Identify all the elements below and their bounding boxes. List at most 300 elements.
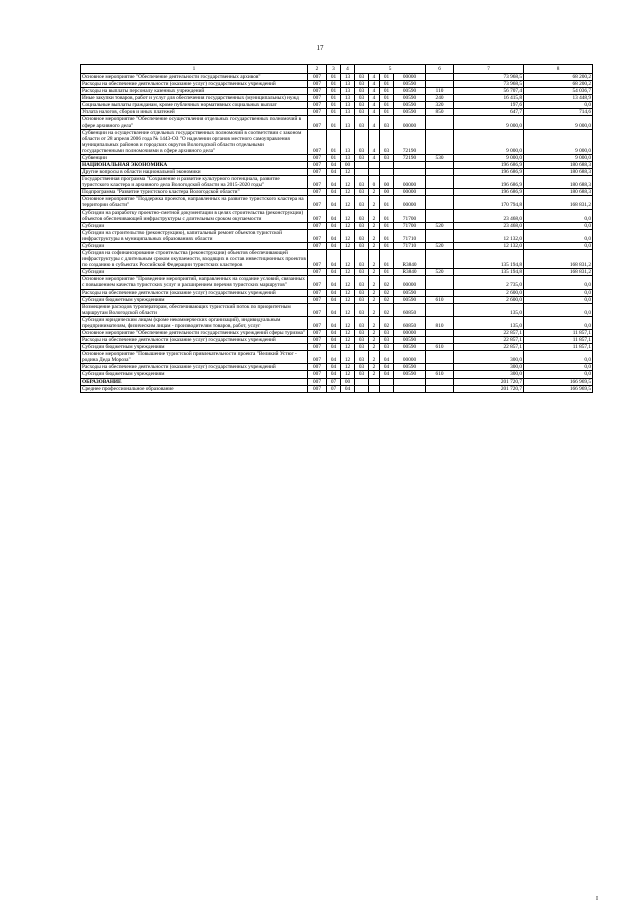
row-code-chapter: 007 <box>308 250 327 269</box>
row-code-activity: 03 <box>380 154 394 161</box>
row-code-direction: 00000 <box>394 351 426 364</box>
row-code-activity: 03 <box>380 337 394 344</box>
row-code-direction: 00000 <box>394 196 426 209</box>
row-value-col7: 196 686,9 <box>454 162 524 169</box>
row-code-program <box>355 378 369 385</box>
row-code-section: 04 <box>327 351 341 364</box>
row-value-col7: 201 720,7 <box>454 378 524 385</box>
row-code-subprogram: 2 <box>369 337 380 344</box>
row-code-direction: 60850 <box>394 316 426 329</box>
row-code-expense-type: 520 <box>426 222 454 229</box>
table-row <box>81 364 593 371</box>
row-code-program: 03 <box>355 116 369 129</box>
row-code-subprogram: 4 <box>369 88 380 95</box>
row-code-expense-type <box>426 385 454 392</box>
row-value-col7: 9 000,0 <box>454 116 524 129</box>
row-value-col8: 54 036,7 <box>524 88 593 95</box>
row-value-col8: 714,6 <box>524 109 593 116</box>
row-code-subprogram <box>369 169 380 176</box>
row-code-expense-type: 110 <box>426 88 454 95</box>
row-value-col8: 0,0 <box>524 371 593 378</box>
row-code-section: 07 <box>327 378 341 385</box>
row-code-section: 04 <box>327 242 341 249</box>
row-value-col7: 22 857,1 <box>454 337 524 344</box>
row-code-chapter: 007 <box>308 129 327 154</box>
row-name-cell: ОБРАЗОВАНИЕ <box>81 378 308 385</box>
row-value-col7: 647,7 <box>454 109 524 116</box>
row-code-program: 03 <box>355 229 369 242</box>
row-code-expense-type <box>426 129 454 154</box>
row-code-activity: 01 <box>380 250 394 269</box>
row-code-chapter: 007 <box>308 289 327 296</box>
row-value-col8: 0,0 <box>524 242 593 249</box>
row-value-col7: 9 000,0 <box>454 154 524 161</box>
row-name-cell: Субсидии юридическим лицам (кроме некоммерческих организаций), индивидуальным предпринимателям, физическим лицам - производителям товаров, работ, услуг <box>81 316 308 329</box>
row-name-cell: Субсидии <box>81 269 308 276</box>
row-name-cell: Субсидии бюджетным учреждениям <box>81 371 308 378</box>
row-code-activity: 01 <box>380 196 394 209</box>
row-code-chapter: 007 <box>308 296 327 303</box>
row-code-subsection: 04 <box>341 385 355 392</box>
row-code-subsection: 13 <box>341 95 355 102</box>
row-code-expense-type: 610 <box>426 371 454 378</box>
row-code-program: 03 <box>355 154 369 161</box>
row-name-cell: Субсидии <box>81 242 308 249</box>
row-code-subprogram: 2 <box>369 189 380 196</box>
row-value-col8: 180 688,3 <box>524 176 593 189</box>
row-code-subprogram: 2 <box>369 229 380 242</box>
row-code-section: 04 <box>327 344 341 351</box>
row-code-subsection: 12 <box>341 303 355 316</box>
row-code-section: 04 <box>327 329 341 336</box>
row-code-subprogram: 2 <box>369 371 380 378</box>
row-code-program: 03 <box>355 242 369 249</box>
row-code-subsection: 13 <box>341 88 355 95</box>
row-code-program <box>355 162 369 169</box>
budget-table <box>80 64 593 393</box>
row-code-program: 03 <box>355 109 369 116</box>
row-code-program: 03 <box>355 95 369 102</box>
row-value-col8: 0,0 <box>524 303 593 316</box>
row-value-col8: 0,0 <box>524 222 593 229</box>
row-code-section: 04 <box>327 250 341 269</box>
row-code-program: 03 <box>355 371 369 378</box>
row-code-activity: 02 <box>380 296 394 303</box>
row-name-cell: Субсидии бюджетным учреждениям <box>81 344 308 351</box>
row-code-direction: 00590 <box>394 81 426 88</box>
header-col-7: 7 <box>454 65 524 74</box>
table-row <box>81 74 593 81</box>
row-value-col7: 56 707,4 <box>454 88 524 95</box>
row-code-expense-type <box>426 189 454 196</box>
row-value-col7: 135,0 <box>454 316 524 329</box>
row-code-section: 04 <box>327 289 341 296</box>
row-name-cell: Основное мероприятие "Проведение мероприятий, направленных на создание условий, связанных с повышением качества туристских услуг и расширением перечня туристских маршрутов" <box>81 276 308 289</box>
row-code-subsection: 12 <box>341 169 355 176</box>
table-row <box>81 154 593 161</box>
table-row <box>81 189 593 196</box>
row-value-col8: 0,0 <box>524 209 593 222</box>
header-col-3: 3 <box>327 65 341 74</box>
row-code-subsection: 12 <box>341 176 355 189</box>
row-code-chapter: 007 <box>308 81 327 88</box>
row-code-chapter: 007 <box>308 88 327 95</box>
row-code-activity: 03 <box>380 129 394 154</box>
table-row <box>81 303 593 316</box>
row-code-activity: 02 <box>380 276 394 289</box>
row-name-cell: Субсидия на софинансирование строительства (реконструкции) объектов обеспечивающей инфраструктуры с длительным сроком окупаемости, входящих в состав инвестиционных проектов по созданию в субъектах Российской Федерации туристских кластеров <box>82 250 306 269</box>
row-code-direction <box>394 378 426 385</box>
row-code-subsection: 13 <box>341 74 355 81</box>
header-col-8: 8 <box>524 65 593 74</box>
row-value-col8: 11 857,1 <box>524 329 593 336</box>
row-code-direction: 00000 <box>394 74 426 81</box>
row-code-program: 03 <box>355 303 369 316</box>
table-row <box>81 269 593 276</box>
row-code-expense-type <box>426 209 454 222</box>
row-name-cell: Расходы на обеспечение деятельности (оказание услуг) государственных учреждений <box>81 81 308 88</box>
row-code-direction: R3840 <box>394 269 426 276</box>
row-code-activity: 01 <box>380 209 394 222</box>
table-row <box>81 242 593 249</box>
row-value-col7: 300,0 <box>454 351 524 364</box>
row-code-subprogram: 4 <box>369 102 380 109</box>
row-code-section: 01 <box>327 154 341 161</box>
row-code-expense-type: 530 <box>426 154 454 161</box>
row-code-direction: 72190 <box>394 129 426 154</box>
row-value-col8: 168 831,2 <box>524 196 593 209</box>
row-name-cell: Субсидии на строительство (реконструкцию), капитальный ремонт объектов туристской инфраструктуры в муниципальных образованиях области <box>81 229 308 242</box>
row-code-section: 04 <box>327 276 341 289</box>
row-value-col8: 0,0 <box>524 102 593 109</box>
row-value-col7: 2 735,0 <box>454 276 524 289</box>
row-code-program: 03 <box>355 176 369 189</box>
row-code-activity: 01 <box>380 88 394 95</box>
row-code-chapter: 007 <box>308 169 327 176</box>
table-row <box>81 196 593 209</box>
table-row <box>81 169 593 176</box>
row-code-chapter: 007 <box>308 378 327 385</box>
row-value-col7: 73 968,5 <box>454 81 524 88</box>
table-row <box>81 385 593 392</box>
row-value-col7: 12 132,0 <box>454 229 524 242</box>
row-value-col8: 13 448,9 <box>524 95 593 102</box>
row-code-direction: 60850 <box>394 303 426 316</box>
row-code-section: 04 <box>327 189 341 196</box>
row-code-section: 04 <box>327 337 341 344</box>
table-row <box>81 176 593 189</box>
row-code-program: 03 <box>355 209 369 222</box>
row-code-section: 01 <box>327 116 341 129</box>
row-code-program: 03 <box>355 88 369 95</box>
row-code-activity: 01 <box>380 81 394 88</box>
table-row <box>81 162 593 169</box>
row-code-section: 04 <box>327 222 341 229</box>
row-code-program: 03 <box>355 289 369 296</box>
row-code-activity: 04 <box>380 351 394 364</box>
row-value-col8: 0,0 <box>524 289 593 296</box>
row-code-expense-type <box>426 378 454 385</box>
row-code-program: 03 <box>355 344 369 351</box>
row-code-section: 01 <box>327 81 341 88</box>
row-code-expense-type <box>426 351 454 364</box>
row-code-chapter: 007 <box>308 337 327 344</box>
row-code-subprogram: 2 <box>369 276 380 289</box>
row-code-chapter: 007 <box>308 116 327 129</box>
row-code-section: 04 <box>327 176 341 189</box>
row-value-col8: 0,0 <box>524 229 593 242</box>
row-code-subsection: 00 <box>341 162 355 169</box>
row-code-subsection: 12 <box>341 289 355 296</box>
row-code-expense-type: 520 <box>426 242 454 249</box>
row-name-cell: Расходы на выплаты персоналу казенных учреждений <box>81 88 308 95</box>
row-name-cell: Социальные выплаты гражданам, кроме публичных нормативных социальных выплат <box>81 102 308 109</box>
table-row <box>81 296 593 303</box>
row-name-cell: Основное мероприятие "Обеспечение деятельности государственных учреждений сферы туризма" <box>81 329 308 336</box>
row-code-chapter: 007 <box>308 229 327 242</box>
row-code-subprogram: 2 <box>369 296 380 303</box>
row-value-col8: 0,0 <box>524 276 593 289</box>
row-code-program: 03 <box>355 102 369 109</box>
row-code-activity: 01 <box>380 269 394 276</box>
table-row <box>81 81 593 88</box>
row-name-cell: Расходы на обеспечение деятельности (оказание услуг) государственных учреждений <box>81 337 308 344</box>
row-code-subprogram: 2 <box>369 364 380 371</box>
row-code-direction: 00590 <box>394 296 426 303</box>
row-code-chapter: 007 <box>308 196 327 209</box>
row-value-col8: 180 688,3 <box>524 169 593 176</box>
row-code-subsection: 13 <box>341 154 355 161</box>
row-code-section: 04 <box>327 296 341 303</box>
row-code-subprogram: 4 <box>369 95 380 102</box>
row-code-chapter: 007 <box>308 385 327 392</box>
row-value-col8: 168 831,2 <box>524 250 593 269</box>
row-code-subsection: 12 <box>341 276 355 289</box>
row-name-cell: Возмещение расходов туроператорам, обеспечивающих туристский поток по приоритетным маршрутам Вологодской области <box>81 303 308 316</box>
table-row <box>81 88 593 95</box>
row-code-direction: 00590 <box>394 337 426 344</box>
row-value-col8: 68 200,2 <box>524 74 593 81</box>
row-value-col8: 166 969,5 <box>524 378 593 385</box>
row-code-expense-type: 810 <box>426 316 454 329</box>
row-name-cell: Субсидии на разработку проектно-сметной документации в целях строительства (реконструкции) объектов обеспечивающей инфраструктуры с длительным сроком окупаемости <box>81 209 308 222</box>
row-code-subprogram: 4 <box>369 154 380 161</box>
row-code-activity: 02 <box>380 316 394 329</box>
row-code-program: 03 <box>355 337 369 344</box>
row-value-col7: 300,0 <box>454 371 524 378</box>
row-value-col8: 0,0 <box>524 351 593 364</box>
table-row <box>81 316 593 329</box>
row-value-col7: 9 000,0 <box>454 129 524 154</box>
row-code-subprogram: 4 <box>369 81 380 88</box>
row-code-subprogram: 2 <box>369 250 380 269</box>
row-code-subprogram: 2 <box>369 209 380 222</box>
row-value-col7: 73 968,5 <box>454 74 524 81</box>
row-value-col7: 23 468,0 <box>454 209 524 222</box>
row-code-subsection: 12 <box>341 371 355 378</box>
row-code-chapter: 007 <box>308 329 327 336</box>
row-code-subprogram: 4 <box>369 116 380 129</box>
row-code-program: 03 <box>355 351 369 364</box>
row-code-section: 01 <box>327 88 341 95</box>
row-code-expense-type <box>426 116 454 129</box>
row-value-col7: 196 686,9 <box>454 169 524 176</box>
row-value-col8: 9 000,0 <box>524 116 593 129</box>
row-code-activity: 03 <box>380 329 394 336</box>
row-code-activity: 01 <box>380 229 394 242</box>
row-name-cell: Субвенции <box>81 154 308 161</box>
row-code-program: 03 <box>355 269 369 276</box>
row-code-subsection: 12 <box>341 329 355 336</box>
row-value-col7: 135,0 <box>454 303 524 316</box>
row-code-program: 03 <box>355 81 369 88</box>
row-code-section: 04 <box>327 269 341 276</box>
row-name-cell: Основное мероприятие "Обеспечение осуществления отдельных государственных полномочий в сфере архивного дела" <box>81 116 308 129</box>
row-code-expense-type: 320 <box>426 102 454 109</box>
row-code-chapter: 007 <box>308 176 327 189</box>
row-code-subprogram: 2 <box>369 316 380 329</box>
row-code-program: 03 <box>355 196 369 209</box>
row-code-section: 07 <box>327 385 341 392</box>
row-code-activity: 01 <box>380 109 394 116</box>
row-code-subsection: 12 <box>341 316 355 329</box>
row-code-program: 03 <box>355 129 369 154</box>
row-code-activity: 00 <box>380 176 394 189</box>
row-code-subsection: 12 <box>341 209 355 222</box>
header-col-5: 5 <box>355 65 426 74</box>
row-value-col7: 23 468,0 <box>454 222 524 229</box>
row-code-section: 04 <box>327 303 341 316</box>
row-code-activity: 00 <box>380 189 394 196</box>
row-code-chapter: 007 <box>308 242 327 249</box>
row-code-activity: 03 <box>380 344 394 351</box>
row-code-subprogram <box>369 378 380 385</box>
row-code-program: 03 <box>355 276 369 289</box>
row-code-activity <box>380 162 394 169</box>
row-code-activity: 04 <box>380 371 394 378</box>
row-code-direction <box>394 162 426 169</box>
row-code-expense-type <box>426 250 454 269</box>
row-code-activity: 01 <box>380 222 394 229</box>
row-code-subprogram: 4 <box>369 74 380 81</box>
row-code-section: 04 <box>327 371 341 378</box>
row-code-expense-type: 240 <box>426 95 454 102</box>
row-value-col7: 135 194,8 <box>454 250 524 269</box>
table-row <box>81 102 593 109</box>
row-code-subsection: 12 <box>341 222 355 229</box>
row-code-direction: 00590 <box>394 102 426 109</box>
row-code-subsection: 12 <box>341 242 355 249</box>
row-value-col7: 135 194,8 <box>454 269 524 276</box>
table-row <box>81 116 593 129</box>
row-code-subprogram: 2 <box>369 269 380 276</box>
row-code-chapter: 007 <box>308 303 327 316</box>
row-code-direction: 00590 <box>394 371 426 378</box>
row-code-direction: 00590 <box>394 344 426 351</box>
row-code-activity: 01 <box>380 242 394 249</box>
row-code-activity <box>380 385 394 392</box>
row-value-col7: 196 686,9 <box>454 176 524 189</box>
row-name-cell: Субсидии <box>81 222 308 229</box>
row-name-cell: Расходы на обеспечение деятельности (оказание услуг) государственных учреждений <box>81 364 308 371</box>
row-code-chapter: 007 <box>308 364 327 371</box>
row-code-program: 03 <box>355 364 369 371</box>
row-code-activity: 02 <box>380 289 394 296</box>
row-code-subprogram: 4 <box>369 109 380 116</box>
row-value-col8: 9 000,0 <box>524 129 593 154</box>
row-code-chapter: 007 <box>308 109 327 116</box>
row-name-cell: Уплата налогов, сборов и иных платежей <box>81 109 308 116</box>
row-value-col8: 11 857,1 <box>524 344 593 351</box>
table-row <box>81 222 593 229</box>
row-code-section: 04 <box>327 229 341 242</box>
row-code-subprogram: 2 <box>369 196 380 209</box>
row-value-col8: 168 831,2 <box>524 269 593 276</box>
row-code-subsection: 13 <box>341 129 355 154</box>
row-code-expense-type: 850 <box>426 109 454 116</box>
row-code-direction: 71710 <box>394 229 426 242</box>
row-name-cell: Подпрограмма "Развитие туристского кластера Вологодской области" <box>81 189 308 196</box>
row-code-subprogram: 2 <box>369 329 380 336</box>
row-value-col7: 197,6 <box>454 102 524 109</box>
row-name-cell: Среднее профессиональное образование <box>81 385 308 392</box>
table-row <box>81 329 593 336</box>
row-code-subsection: 12 <box>341 337 355 344</box>
table-row <box>81 344 593 351</box>
row-code-activity: 01 <box>380 102 394 109</box>
row-code-direction: 00590 <box>394 88 426 95</box>
row-code-expense-type <box>426 74 454 81</box>
row-code-direction: 00000 <box>394 176 426 189</box>
row-code-program: 03 <box>355 296 369 303</box>
table-row <box>81 276 593 289</box>
row-code-program: 03 <box>355 222 369 229</box>
row-code-section: 04 <box>327 316 341 329</box>
row-value-col7: 196 686,9 <box>454 189 524 196</box>
row-code-subsection: 12 <box>341 189 355 196</box>
row-code-direction: 72190 <box>394 154 426 161</box>
row-code-direction: 00000 <box>394 329 426 336</box>
row-code-subprogram: 2 <box>369 242 380 249</box>
row-code-program: 03 <box>355 250 369 269</box>
row-code-subprogram <box>369 162 380 169</box>
row-code-subsection: 12 <box>341 296 355 303</box>
row-code-expense-type <box>426 162 454 169</box>
row-code-expense-type <box>426 176 454 189</box>
row-code-chapter: 007 <box>308 351 327 364</box>
table-body <box>81 74 593 393</box>
row-code-subsection: 13 <box>341 81 355 88</box>
row-code-direction: 71710 <box>394 242 426 249</box>
table-row <box>81 129 593 154</box>
row-code-direction: 00590 <box>394 289 426 296</box>
row-code-direction <box>394 385 426 392</box>
row-code-activity: 01 <box>380 95 394 102</box>
row-code-direction <box>394 169 426 176</box>
row-value-col8: 0,0 <box>524 296 593 303</box>
row-code-subsection: 12 <box>341 250 355 269</box>
row-code-subsection: 12 <box>341 344 355 351</box>
row-value-col7: 22 857,1 <box>454 329 524 336</box>
row-code-chapter: 007 <box>308 371 327 378</box>
table-row <box>81 209 593 222</box>
row-code-direction: R3840 <box>394 250 426 269</box>
row-code-section: 04 <box>327 209 341 222</box>
row-code-direction: 71700 <box>394 222 426 229</box>
row-code-subprogram: 0 <box>369 176 380 189</box>
row-code-chapter: 007 <box>308 95 327 102</box>
row-code-chapter: 007 <box>308 102 327 109</box>
